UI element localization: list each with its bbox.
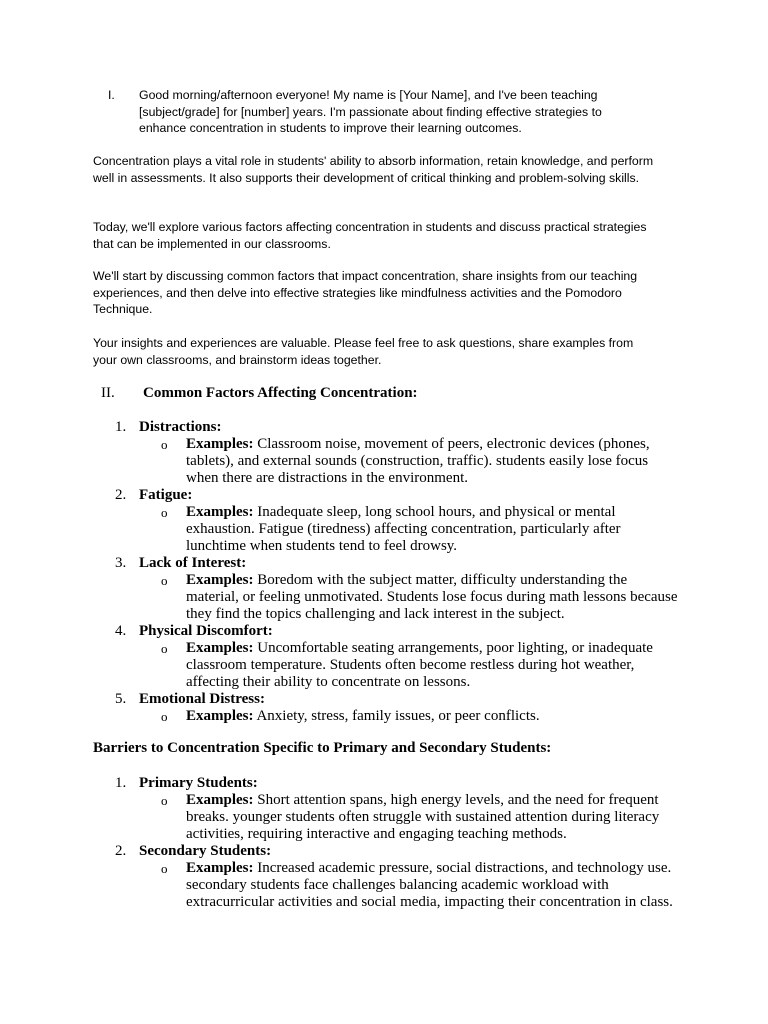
list-item — [115, 419, 680, 487]
bullet-marker: o — [161, 573, 168, 588]
examples-text: Inadequate sleep, long school hours, and physical or mental exhaustion. Fatigue (tiredness) affecting concentration, particularly after lunchtime when students tend to feel drowsy. — [186, 504, 621, 554]
list-item — [115, 623, 680, 691]
item-title: Emotional Distress: — [139, 691, 265, 707]
examples-label: Examples: — [186, 860, 254, 876]
list-item — [115, 691, 680, 725]
bullet-marker: o — [161, 793, 168, 808]
item-number: 1. — [115, 419, 127, 435]
intro-paragraph-2: Today, we'll explore various factors affecting concentration in students and discuss practical strategies that can be implemented in our classrooms. — [93, 220, 647, 251]
intro-paragraph-4: Your insights and experiences are valuable. Please feel free to ask questions, share examples from your own classrooms, and brainstorm ideas together. — [93, 336, 634, 367]
item-title: Secondary Students: — [139, 843, 272, 859]
section-title: Common Factors Affecting Concentration: — [143, 385, 418, 401]
examples-label: Examples: — [186, 436, 254, 452]
examples-text: Uncomfortable seating arrangements, poor lighting, or inadequate classroom temperature. Students often become restless during hot weather, affecting their ability to concentrate on lessons. — [186, 640, 653, 690]
item-number: 2. — [115, 843, 127, 859]
bullet-marker: o — [161, 505, 168, 520]
barriers-list — [115, 775, 680, 911]
bullet-marker: o — [161, 861, 168, 876]
barriers-heading: Barriers to Concentration Specific to Primary and Secondary Students: — [93, 740, 552, 756]
item-title: Fatigue: — [139, 487, 193, 503]
item-number: 5. — [115, 691, 127, 707]
item-number: 1. — [115, 775, 127, 791]
examples-label: Examples: — [186, 572, 254, 588]
intro-paragraph-1: Concentration plays a vital role in students' ability to absorb information, retain knowledge, and perform well in assessments. It also supports their development of critical thinking and problem-solving skills. — [93, 154, 654, 185]
examples-text: Increased academic pressure, social distractions, and technology use. secondary students face challenges balancing academic workload with extracurricular activities and social media, impacting their concentration in class. — [186, 860, 673, 910]
intro-paragraph-3: We'll start by discussing common factors that impact concentration, share insights from our teaching experiences, and then delve into effective strategies like mindfulness activities and the Pomodoro Technique. — [93, 269, 638, 317]
list-item — [115, 487, 680, 555]
examples-label: Examples: — [186, 792, 254, 808]
examples-text: Anxiety, stress, family issues, or peer conflicts. — [256, 708, 540, 724]
bullet-marker: o — [161, 437, 168, 452]
factors-list — [115, 419, 680, 725]
roman-numeral-2: II. — [101, 385, 115, 401]
examples-text: Classroom noise, movement of peers, electronic devices (phones, tablets), and external sounds (construction, traffic). students easily lose focus when there are distractions in the environment. — [186, 436, 650, 486]
list-item — [115, 555, 680, 623]
examples-label: Examples: — [186, 640, 254, 656]
examples-label: Examples: — [186, 708, 254, 724]
intro-greeting: Good morning/afternoon everyone! My name is [Your Name], and I've been teaching [subject/grade] for [number] years. I'm passionate about finding effective strategies to enhance concentration in students to improve their learning outcomes. — [139, 88, 602, 136]
item-number: 4. — [115, 623, 127, 639]
bullet-marker: o — [161, 709, 168, 724]
examples-label: Examples: — [186, 504, 254, 520]
list-item — [115, 843, 680, 911]
item-title: Distractions: — [139, 419, 222, 435]
item-number: 3. — [115, 555, 127, 571]
roman-numeral-1: I. — [108, 88, 115, 102]
bullet-marker: o — [161, 641, 168, 656]
item-number: 2. — [115, 487, 127, 503]
list-item — [115, 775, 680, 843]
examples-text: Boredom with the subject matter, difficulty understanding the material, or feeling unmotivated. Students lose focus during math lessons because they find the topics challenging and lack interest in the subject. — [186, 572, 678, 622]
item-title: Primary Students: — [139, 775, 258, 791]
item-title: Physical Discomfort: — [139, 623, 273, 639]
item-title: Lack of Interest: — [139, 555, 247, 571]
examples-text: Short attention spans, high energy levels, and the need for frequent breaks. younger students often struggle with sustained attention during literacy activities, requiring interactive and engaging teaching methods. — [186, 792, 660, 842]
